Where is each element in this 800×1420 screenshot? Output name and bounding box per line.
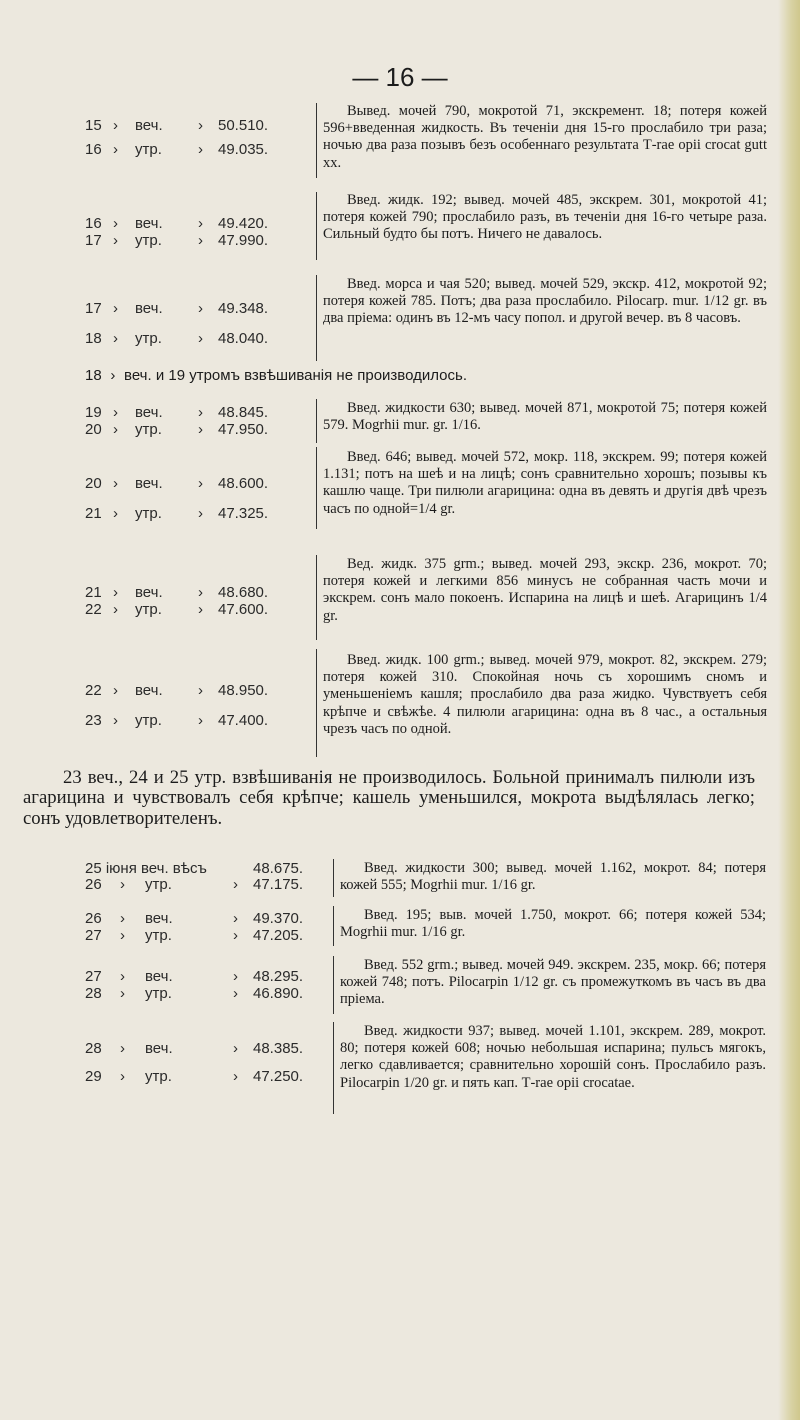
time-of-day: веч. [135, 117, 163, 134]
clinical-note: Введ. жидкости 300; вывед. мочей 1.162, мокрот. 84; потеря кожей 555; Mogrhii mur. 1/16 gr. [340, 860, 766, 894]
weight-value: 48.675. [253, 860, 304, 877]
time-of-day: утр. [135, 421, 162, 438]
clinical-note: Введ. 646; вывед. мочей 572, мокр. 118, экскрем. 99; потеря кожей 1.131; потъ на шеѣ и на лицѣ; сонъ сравнительно хорошъ; позывы къ кашлю чаще. Три пилюли агарицина: одна въ девять и другія двѣ чрезъ часъ по одной=1/4 gr. [323, 449, 767, 517]
column-divider [316, 555, 317, 640]
time-of-day: веч. [145, 1040, 173, 1057]
time-of-day: веч. [135, 682, 163, 699]
ditto-mark: › [113, 300, 118, 317]
day: 20 [85, 475, 102, 492]
weight-group [85, 910, 325, 950]
weight-value: 46.890. [253, 985, 304, 1002]
column-divider [333, 859, 334, 897]
column-divider [333, 906, 334, 946]
clinical-note: Вед. жидк. 375 grm.; вывед. мочей 293, экскр. 236, мокрот. 70; потеря кожей и легкими 856 минусъ не собранная часть мочи и экскрем. сонъ мало покоенъ. Испарина на лицѣ и шеѣ. Агарицинъ 1/4 gr. [323, 556, 767, 624]
weight-value: 47.325. [218, 505, 269, 522]
ditto-mark: › [198, 601, 203, 618]
ditto-mark: › [113, 421, 118, 438]
day: 23 [85, 712, 102, 729]
ditto-mark: › [120, 876, 125, 893]
weight-group [85, 583, 315, 628]
day: 15 [85, 117, 102, 134]
ditto-mark: › [113, 117, 118, 134]
page-edge [778, 0, 800, 1420]
day: 28 [85, 985, 102, 1002]
ditto-mark: › [233, 927, 238, 944]
day: 17 [85, 300, 102, 317]
ditto-mark: › [120, 968, 125, 985]
weight-value: 47.600. [218, 601, 269, 618]
time-of-day: утр. [135, 712, 162, 729]
weight-value: 49.420. [218, 215, 269, 232]
ditto-mark: › [120, 910, 125, 927]
weight-value: 47.205. [253, 927, 304, 944]
time-of-day: утр. [135, 232, 162, 249]
weight-value: 47.950. [218, 421, 269, 438]
ditto-mark: › [198, 215, 203, 232]
ditto-mark: › [233, 985, 238, 1002]
weight-group [85, 1040, 325, 1090]
ditto-mark: › [198, 330, 203, 347]
weight-value: 48.040. [218, 330, 269, 347]
ditto-mark: › [233, 876, 238, 893]
weight-value: 48.600. [218, 475, 269, 492]
day: 18 [85, 330, 102, 347]
ditto-mark: › [113, 712, 118, 729]
ditto-mark: › [198, 682, 203, 699]
day: 17 [85, 232, 102, 249]
day: 21 [85, 505, 102, 522]
clinical-note: Введ. 552 grm.; вывед. мочей 949. экскрем. 235, мокр. 66; потеря кожей 748; потъ. Pilocarpin 1/12 gr. съ промежуткомъ въ часъ въ два пріема. [340, 957, 766, 1008]
column-divider [316, 649, 317, 757]
no-weighing-line [85, 367, 467, 384]
weight-value: 48.845. [218, 404, 269, 421]
column-divider [316, 103, 317, 178]
day: 19 [85, 404, 102, 421]
ditto-mark: › [113, 601, 118, 618]
day: 18 [85, 367, 102, 384]
weight-group [85, 116, 315, 176]
day: 26 [85, 876, 102, 893]
ditto-mark: › [198, 712, 203, 729]
ditto-mark: › [120, 1068, 125, 1085]
weight-group [85, 968, 325, 1008]
time-of-day: веч. [135, 584, 163, 601]
clinical-note: Введ. жидкости 630; вывед. мочей 871, мокротой 75; потеря кожей 579. Mogrhii mur. gr. 1/16. [323, 400, 767, 434]
ditto-mark: › [113, 584, 118, 601]
ditto-mark: › [198, 421, 203, 438]
clinical-note: Введ. жидк. 192; вывед. мочей 485, экскрем. 301, мокротой 41; потеря кожей 790; прослабило разъ, въ теченіи дня 16-го четыре раза. Сильный будто бы потъ. Ничего не давалось. [323, 192, 767, 243]
day: 20 [85, 421, 102, 438]
ditto-mark: › [113, 682, 118, 699]
time-of-day: утр. [145, 876, 172, 893]
weight-value: 48.385. [253, 1040, 304, 1057]
day: 27 [85, 968, 102, 985]
weight-value: 47.175. [253, 876, 304, 893]
weight-group [85, 474, 315, 534]
day: 22 [85, 601, 102, 618]
weight-value: 48.680. [218, 584, 269, 601]
time-of-day: веч. [135, 215, 163, 232]
ditto-mark: › [113, 215, 118, 232]
time-of-day: веч. [145, 968, 173, 985]
date-header: 25 іюня веч. вѣсъ [85, 860, 207, 877]
weight-group [85, 876, 325, 896]
weight-value: 47.250. [253, 1068, 304, 1085]
time-of-day: веч. [135, 475, 163, 492]
page-number: — 16 — [352, 62, 448, 92]
ditto-mark: › [120, 927, 125, 944]
weight-group [85, 681, 315, 741]
ditto-mark: › [120, 1040, 125, 1057]
time-of-day: веч. [135, 404, 163, 421]
ditto-mark: › [113, 505, 118, 522]
ditto-mark: › [198, 141, 203, 158]
time-of-day: утр. [135, 505, 162, 522]
ditto-mark: › [198, 475, 203, 492]
weight-value: 49.348. [218, 300, 269, 317]
ditto-mark: › [198, 117, 203, 134]
summary-paragraph: 23 веч., 24 и 25 утр. взвѣшиванія не производилось. Больной принималъ пилюли изъ агарицина и чувствовалъ себя крѣпче; кашель уменьшился, мокрота выдѣлялась легко; сонъ удовлетворителенъ. [23, 767, 755, 829]
ditto-mark: › [120, 985, 125, 1002]
day: 26 [85, 910, 102, 927]
time-of-day: веч. [135, 300, 163, 317]
ditto-mark: › [110, 367, 116, 384]
ditto-mark: › [113, 232, 118, 249]
weight-value: 50.510. [218, 117, 269, 134]
clinical-note: Введ. жидк. 100 grm.; вывед. мочей 979, мокрот. 82, экскрем. 279; потеря кожей 310. Спокойная ночь съ хорошимъ сномъ и уменьшеніемъ кашля; прослабило два раза жидко. Чувствуетъ себя крѣпче и свѣжѣе. 4 пилюли агарицина: одна въ 8 час., а остальныя чрезъ часъ по одной. [323, 652, 767, 737]
time-of-day: утр. [135, 330, 162, 347]
column-divider [316, 192, 317, 260]
clinical-note: Введ. жидкости 937; вывед. мочей 1.101, экскрем. 289, мокрот. 80; потеря кожей 608; ночью небольшая испарина; пульсъ мягокъ, легко сдавливается; сравнительно хорошій сонъ. Прослабило разъ. Pilocarpin 1/20 gr. и пять кап. Т-rae opii crocatae. [340, 1023, 766, 1091]
ditto-mark: › [113, 475, 118, 492]
ditto-mark: › [198, 404, 203, 421]
ditto-mark: › [113, 404, 118, 421]
day: 21 [85, 584, 102, 601]
weight-value: 49.035. [218, 141, 269, 158]
weight-group [85, 299, 315, 359]
day: 28 [85, 1040, 102, 1057]
day: 29 [85, 1068, 102, 1085]
time-of-day: утр. [145, 985, 172, 1002]
ditto-mark: › [198, 232, 203, 249]
weight-group [85, 403, 315, 448]
ditto-mark: › [198, 300, 203, 317]
time-of-day: утр. [145, 1068, 172, 1085]
weight-value: 49.370. [253, 910, 304, 927]
weight-value: 48.950. [218, 682, 269, 699]
ditto-mark: › [198, 505, 203, 522]
ditto-mark: › [113, 330, 118, 347]
ditto-mark: › [233, 910, 238, 927]
column-divider [316, 447, 317, 529]
clinical-note: Введ. морса и чая 520; вывед. мочей 529, экскр. 412, мокротой 92; потеря кожей 785. Потъ; два раза прослабило. Pilocarp. mur. 1/12 gr. въ два пріема: одинъ въ 12-мъ часу попол. и другой вечер. въ 8 часовъ. [323, 276, 767, 327]
day: 16 [85, 141, 102, 158]
ditto-mark: › [113, 141, 118, 158]
day: 22 [85, 682, 102, 699]
day: 27 [85, 927, 102, 944]
ditto-mark: › [233, 1040, 238, 1057]
column-divider [333, 1022, 334, 1114]
ditto-mark: › [198, 584, 203, 601]
weight-group [85, 214, 315, 259]
weight-value: 47.400. [218, 712, 269, 729]
time-of-day: утр. [145, 927, 172, 944]
weight-value: 47.990. [218, 232, 269, 249]
weight-value: 48.295. [253, 968, 304, 985]
time-of-day: веч. [145, 910, 173, 927]
time-of-day: утр. [135, 141, 162, 158]
ditto-mark: › [233, 1068, 238, 1085]
clinical-note: Введ. 195; выв. мочей 1.750, мокрот. 66; потеря кожей 534; Mogrhii mur. 1/16 gr. [340, 907, 766, 941]
column-divider [333, 956, 334, 1014]
column-divider [316, 399, 317, 443]
day: 16 [85, 215, 102, 232]
column-divider [316, 275, 317, 361]
no-weighing-text: веч. и 19 утромъ взвѣшиванія не производилось. [124, 367, 467, 384]
time-of-day: утр. [135, 601, 162, 618]
ditto-mark: › [233, 968, 238, 985]
clinical-note: Вывед. мочей 790, мокротой 71, экскремент. 18; потеря кожей 596+введенная жидкость. Въ теченіи дня 15-го прослабило три раза; ночью два раза позывъ безъ особеннаго результата Т-rae opii crocat gutt xx. [323, 103, 767, 171]
